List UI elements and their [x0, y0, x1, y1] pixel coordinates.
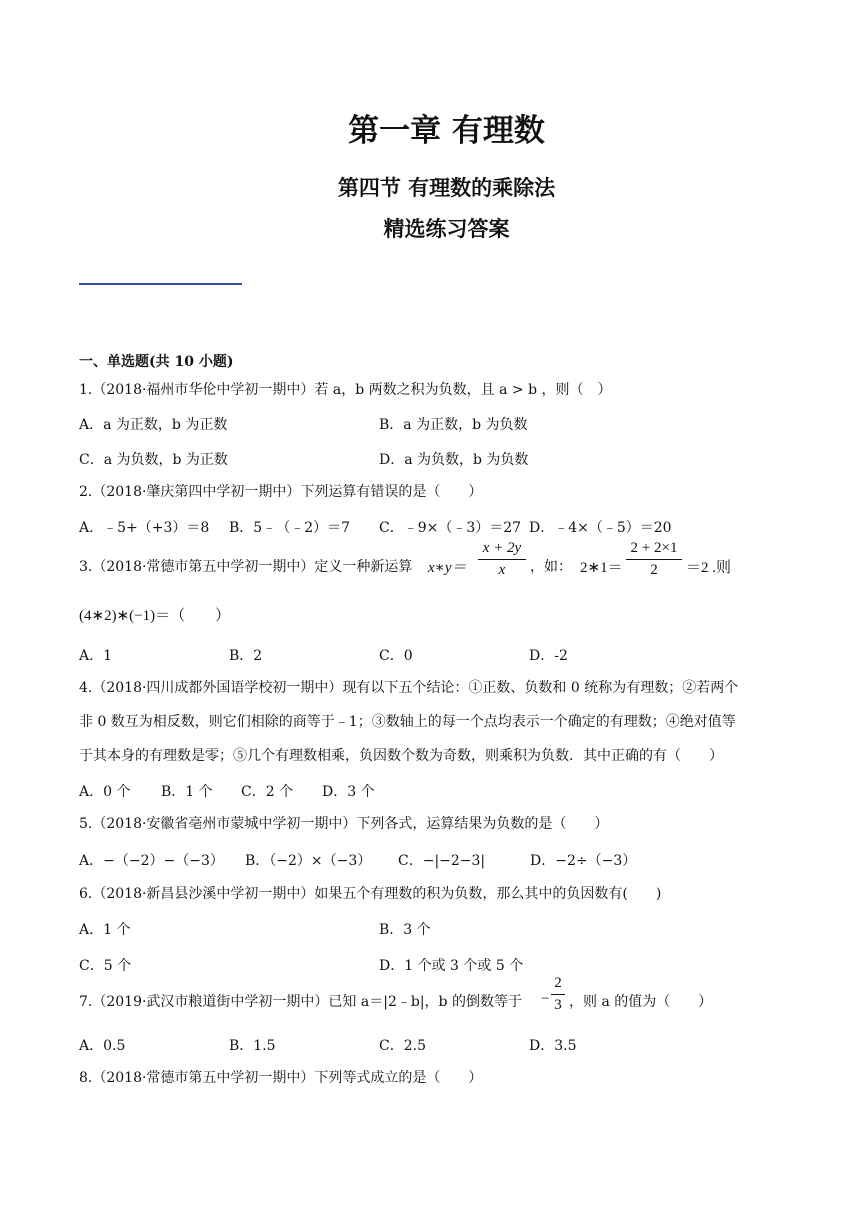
q2-option-c: C．﹣9×（﹣3）＝27	[379, 520, 522, 536]
q5-stem: 5.（2018·安徽省亳州市蒙城中学初一期中）下列各式，运算结果为负数的是（ ）	[79, 816, 609, 832]
q3-option-d: D．-2	[529, 648, 568, 664]
q4-option-b: B．1 个	[161, 784, 213, 800]
q5-option-d: D．−2÷（−3）	[530, 853, 637, 869]
q5-option-b: B．（−2）×（−3）	[245, 853, 372, 869]
part-heading: 一、单选题(共 10 小题)	[79, 354, 234, 370]
q2-option-a: A．﹣5+（+3）＝8	[79, 520, 210, 536]
q7-frac-numerator: 2	[554, 975, 562, 991]
q7-stem: 7.（2019·武汉市粮道街中学初一期中）已知 a＝|2﹣b|，b 的倒数等于	[79, 994, 522, 1010]
q3-expression: (4∗2)∗(−1)＝（ ）	[79, 608, 231, 624]
q1-option-b: B．a 为正数，b 为负数	[379, 417, 528, 433]
q3-frac2-numerator: 2 + 2×1	[630, 540, 678, 556]
q8-stem: 8.（2018·常德市第五中学初一期中）下列等式成立的是（ ）	[79, 1070, 483, 1086]
q7-fraction	[551, 975, 565, 1014]
q3-stem: 3.（2018·常德市第五中学初一期中）定义一种新运算	[79, 559, 413, 575]
q3-operation: x∗y＝	[428, 560, 467, 576]
answer-subtitle: 精选练习答案	[383, 217, 510, 241]
q4-option-a: A．0 个	[79, 784, 131, 800]
q3-option-c: C．0	[379, 648, 413, 664]
q3-fraction-example	[626, 540, 682, 579]
q4-stem-line2: 非 0 数互为相反数，则它们相除的商等于﹣1；③数轴上的每一个点均表示一个确定的有理数；④绝对值等	[79, 714, 736, 730]
chapter-title: 第一章 有理数	[348, 113, 545, 149]
q5-option-c: C．−|−2−3|	[398, 853, 486, 869]
q7-minus-sign: −	[541, 991, 550, 1007]
q5-option-a: A．−（−2）−（−3）	[79, 853, 224, 869]
q3-option-b: B．2	[229, 648, 263, 664]
fraction-bar	[478, 559, 526, 560]
q3-frac1-numerator: x + 2y	[482, 540, 522, 556]
q4-option-d: D．3 个	[322, 784, 375, 800]
q1-option-d: D．a 为负数，b 为负数	[379, 452, 529, 468]
q2-option-d: D．﹣4×（﹣5）＝20	[529, 520, 672, 536]
q7-option-d: D．3.5	[529, 1038, 577, 1054]
q7-frac-denominator: 3	[554, 997, 562, 1013]
fraction-bar	[551, 994, 565, 995]
q3-example-rhs: ＝2 .则	[686, 560, 732, 576]
q7-stem-end: ，则 a 的值为（ ）	[569, 994, 713, 1010]
q3-option-a: A．1	[79, 648, 113, 664]
q6-option-b: B．3 个	[379, 922, 431, 938]
q1-stem: 1.（2018·福州市华伦中学初一期中）若 a，b 两数之积为负数，且 a > b ，则（ ）	[79, 382, 612, 398]
section-title: 第四节 有理数的乘除法	[337, 176, 556, 200]
q3-example-lhs: 2∗1＝	[580, 560, 623, 576]
q6-option-c: C．5 个	[79, 958, 132, 974]
q6-stem: 6.（2018·新昌县沙溪中学初一期中）如果五个有理数的积为负数，那么其中的负因数有( )	[79, 886, 662, 902]
header-divider	[79, 283, 242, 285]
q7-option-c: C．2.5	[379, 1038, 426, 1054]
fraction-bar	[626, 559, 682, 560]
q4-option-c: C．2 个	[241, 784, 294, 800]
q4-stem-line1: 4.（2018·四川成都外国语学校初一期中）现有以下五个结论：①正数、负数和 0 统称为有理数；②若两个	[79, 680, 739, 696]
q7-option-b: B．1.5	[229, 1038, 276, 1054]
q2-option-b: B．5﹣（﹣2）＝7	[229, 520, 351, 536]
q3-frac1-denominator: x	[498, 562, 506, 578]
q3-frac2-denominator: 2	[650, 562, 658, 578]
q3-example-intro: ，如：	[530, 559, 572, 575]
q6-option-d: D．1 个或 3 个或 5 个	[379, 958, 524, 974]
q6-option-a: A．1 个	[79, 922, 131, 938]
q1-option-a: A．a 为正数，b 为正数	[79, 417, 228, 433]
q4-stem-line3: 于其本身的有理数是零；⑤几个有理数相乘，负因数个数为奇数，则乘积为负数．其中正确的有（ ）	[79, 748, 723, 764]
q1-option-c: C．a 为负数，b 为正数	[79, 452, 228, 468]
q7-option-a: A．0.5	[79, 1038, 126, 1054]
q3-fraction-definition	[478, 540, 526, 579]
q2-stem: 2.（2018·肇庆第四中学初一期中）下列运算有错误的是（ ）	[79, 484, 483, 500]
